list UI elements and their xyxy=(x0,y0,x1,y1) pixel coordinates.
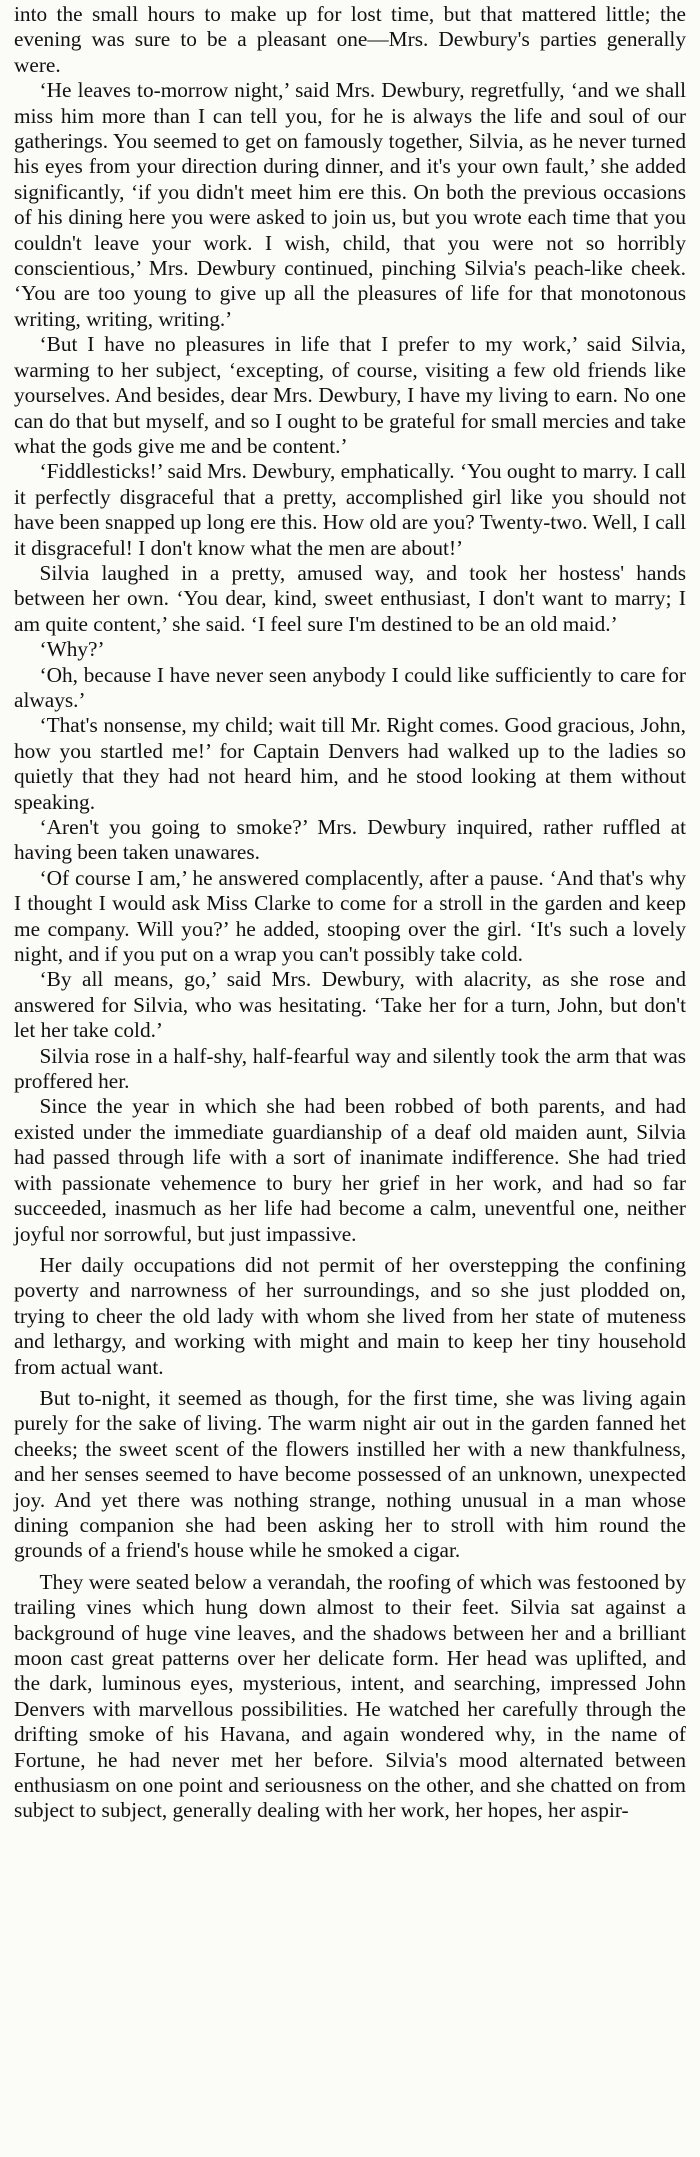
article-column xyxy=(14,2,686,1824)
paragraph-since-the-year: Since the year in which she had been robbed of both parents, and had existed under the immediate guardianship of a deaf old maiden aunt, Silvia had passed through life with a sort of inanimate indifference. She had tried with passionate vehemence to bury her grief in her work, and had so far succeeded, inasmuch as her life had become a calm, uneventful one, neither joyful nor sorrowful, but just impassive. xyxy=(14,1094,686,1246)
paragraph-stroll-in-garden: ‘Of course I am,’ he answered complacently, after a pause. ‘And that's why I thought I would ask Miss Clarke to come for a stroll in the garden and keep me company. Will you?’ he added, stooping over the girl. ‘It's such a lovely night, and if you put on a wrap you can't possibly take cold. xyxy=(14,865,686,967)
paragraph-daily-occupations: Her daily occupations did not permit of her overstepping the confining poverty and narrowness of her surroundings, and so she just plodded on, trying to cheer the old lady with whom she lived from her state of muteness and lethargy, and working with might and main to keep her tiny household from actual want. xyxy=(14,1252,686,1379)
paragraph-fiddlesticks: ‘Fiddlesticks!’ said Mrs. Dewbury, emphatically. ‘You ought to marry. I call it perfectly disgraceful that a pretty, accomplished girl like you should not have been snapped up long ere this. How old are you? Twenty-two. Well, I call it disgraceful! I don't know what the men are about!’ xyxy=(14,459,686,560)
paragraph-leaves-tomorrow: ‘He leaves to-morrow night,’ said Mrs. Dewbury, regretfully, ‘and we shall miss him more than I can tell you, for he is always the life and soul of our gatherings. You seemed to get on famously together, Silvia, as he never turned his eyes from your direction during dinner, and it's your own fault,’ she added significantly, ‘if you didn't meet him ere this. On both the previous occasions of his dining here you were asked to join us, but you wrote each time that you couldn't leave your work. I wish, child, that you were not so horribly conscientious,’ Mrs. Dewbury continued, pinching Silvia's peach-like cheek. ‘You are too young to give up all the pleasures of life for that monotonous writing, writing, writing.’ xyxy=(14,78,686,331)
paragraph-never-seen-anybody: ‘Oh, because I have never seen anybody I could like sufficiently to care for always.’ xyxy=(14,662,686,712)
paragraph-verandah: They were seated below a verandah, the roofing of which was festooned by trailing vines which hung down almost to their feet. Silvia sat against a background of huge vine leaves, and the shadows between her and a brilliant moon cast great patterns over her delicate form. Her head was uplifted, and the dark, luminous eyes, mysterious, intent, and searching, impressed John Denvers with marvellous possibilities. He watched her carefully through the drifting smoke of his Havana, and again wondered why, in the name of Fortune, he had never met her before. Silvia's mood alternated between enthusiasm on one point and seriousness on the other, and she chatted on from subject to subject, generally dealing with her work, her hopes, her aspir- xyxy=(14,1569,686,1823)
paragraph-silvia-laughed: Silvia laughed in a pretty, amused way, and took her hostess' hands between her own. ‘You dear, kind, sweet enthusiast, I don't want to marry; I am quite content,’ she said. ‘I feel sure I'm destined to be an old maid.’ xyxy=(14,560,686,636)
paragraph-why: ‘Why?’ xyxy=(39,637,105,662)
paragraph-mr-right: ‘That's nonsense, my child; wait till Mr. Right comes. Good gracious, John, how you startled me!’ for Captain Denvers had walked up to the ladies so quietly that they had not heard him, and he stood looking at them without speaking. xyxy=(14,713,686,814)
paragraph-but-tonight: But to-night, it seemed as though, for the first time, she was living again purely for the sake of living. The warm night air out in the garden fanned het cheeks; the sweet scent of the flowers instilled her with a new thankfulness, and her senses seemed to have become possessed of an unknown, unexpected joy. And yet there was nothing strange, nothing unusual in a man whose dining companion she had been asking her to stroll with him round the grounds of a friend's house while he smoked a cigar. xyxy=(14,1385,686,1563)
paragraph-going-to-smoke: ‘Aren't you going to smoke?’ Mrs. Dewbury inquired, rather ruffled at having been taken unawares. xyxy=(14,815,686,865)
paragraph-silvia-rose: Silvia rose in a half-shy, half-fearful way and silently took the arm that was proffered her. xyxy=(14,1043,686,1094)
paragraph-continuation: into the small hours to make up for lost time, but that mattered little; the evening was sure to be a pleasant one—Mrs. Dewbury's parties generally were. xyxy=(14,2,686,77)
paragraph-no-pleasures: ‘But I have no pleasures in life that I prefer to my work,’ said Silvia, warming to her subject, ‘excepting, of course, visiting a few old friends like yourselves. And besides, dear Mrs. Dewbury, I have my living to earn. No one can do that but myself, and so I ought to be grateful for small mercies and take what the gods give me and be content.’ xyxy=(14,332,686,458)
paragraph-by-all-means: ‘By all means, go,’ said Mrs. Dewbury, with alacrity, as she rose and answered for Silvia, who was hesitating. ‘Take her for a turn, John, but don't let her take cold.’ xyxy=(14,967,686,1043)
